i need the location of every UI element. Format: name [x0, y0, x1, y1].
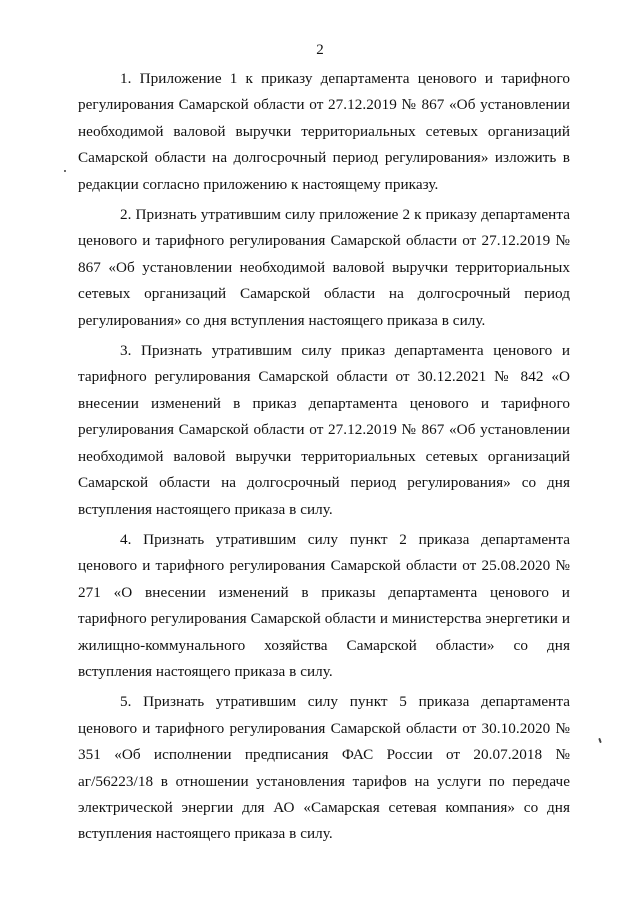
paragraph-2: 2. Признать утратившим силу приложение 2 к приказу департамента ценового и тарифного регулирования Самарской области от 27.12.2019 № 867 «Об установлении необходимой валовой выручки территориальных сетевых организаций Самарской области на долгосрочный период регулирования» со дня вступления настоящего приказа в силу.: [78, 206, 570, 329]
paragraph-3: 3. Признать утратившим силу приказ департамента ценового и тарифного регулирования Самарской области от 30.12.2021 № 842 «О внесении изменений в приказ департамента ценового и тарифного регулирования Самарской области от 27.12.2019 № 867 «Об установлении необходимой валовой выручки территориальных сетевых организаций Самарской области на долгосрочный период регулирования» со дня вступления настоящего приказа в силу.: [78, 342, 570, 518]
scan-speck: [598, 738, 602, 743]
document-body: [78, 66, 570, 852]
paragraph-1: 1. Приложение 1 к приказу департамента ценового и тарифного регулирования Самарской области от 27.12.2019 № 867 «Об установлении необходимой валовой выручки территориальных сетевых организаций Самарской области на долгосрочный период регулирования» изложить в редакции согласно приложению к настоящему приказу.: [78, 70, 570, 193]
paragraph-5: 5. Признать утратившим силу пункт 5 приказа департамента ценового и тарифного регулирования Самарской области от 30.10.2020 № 351 «Об исполнении предписания ФАС России от 20.07.2018 № аг/56223/18 в отношении установления тарифов на услуги по передаче электрической энергии для АО «Самарская сетевая компания» со дня вступления настоящего приказа в силу.: [78, 693, 570, 843]
paragraph-4: 4. Признать утратившим силу пункт 2 приказа департамента ценового и тарифного регулирования Самарской области от 25.08.2020 № 271 «О внесении изменений в приказы департамента ценового и тарифного регулирования Самарской области и министерства энергетики и жилищно-коммунального хозяйства Самарской области» со дня вступления настоящего приказа в силу.: [78, 530, 570, 680]
page-number: 2: [316, 42, 324, 58]
scan-speck: [64, 170, 67, 173]
